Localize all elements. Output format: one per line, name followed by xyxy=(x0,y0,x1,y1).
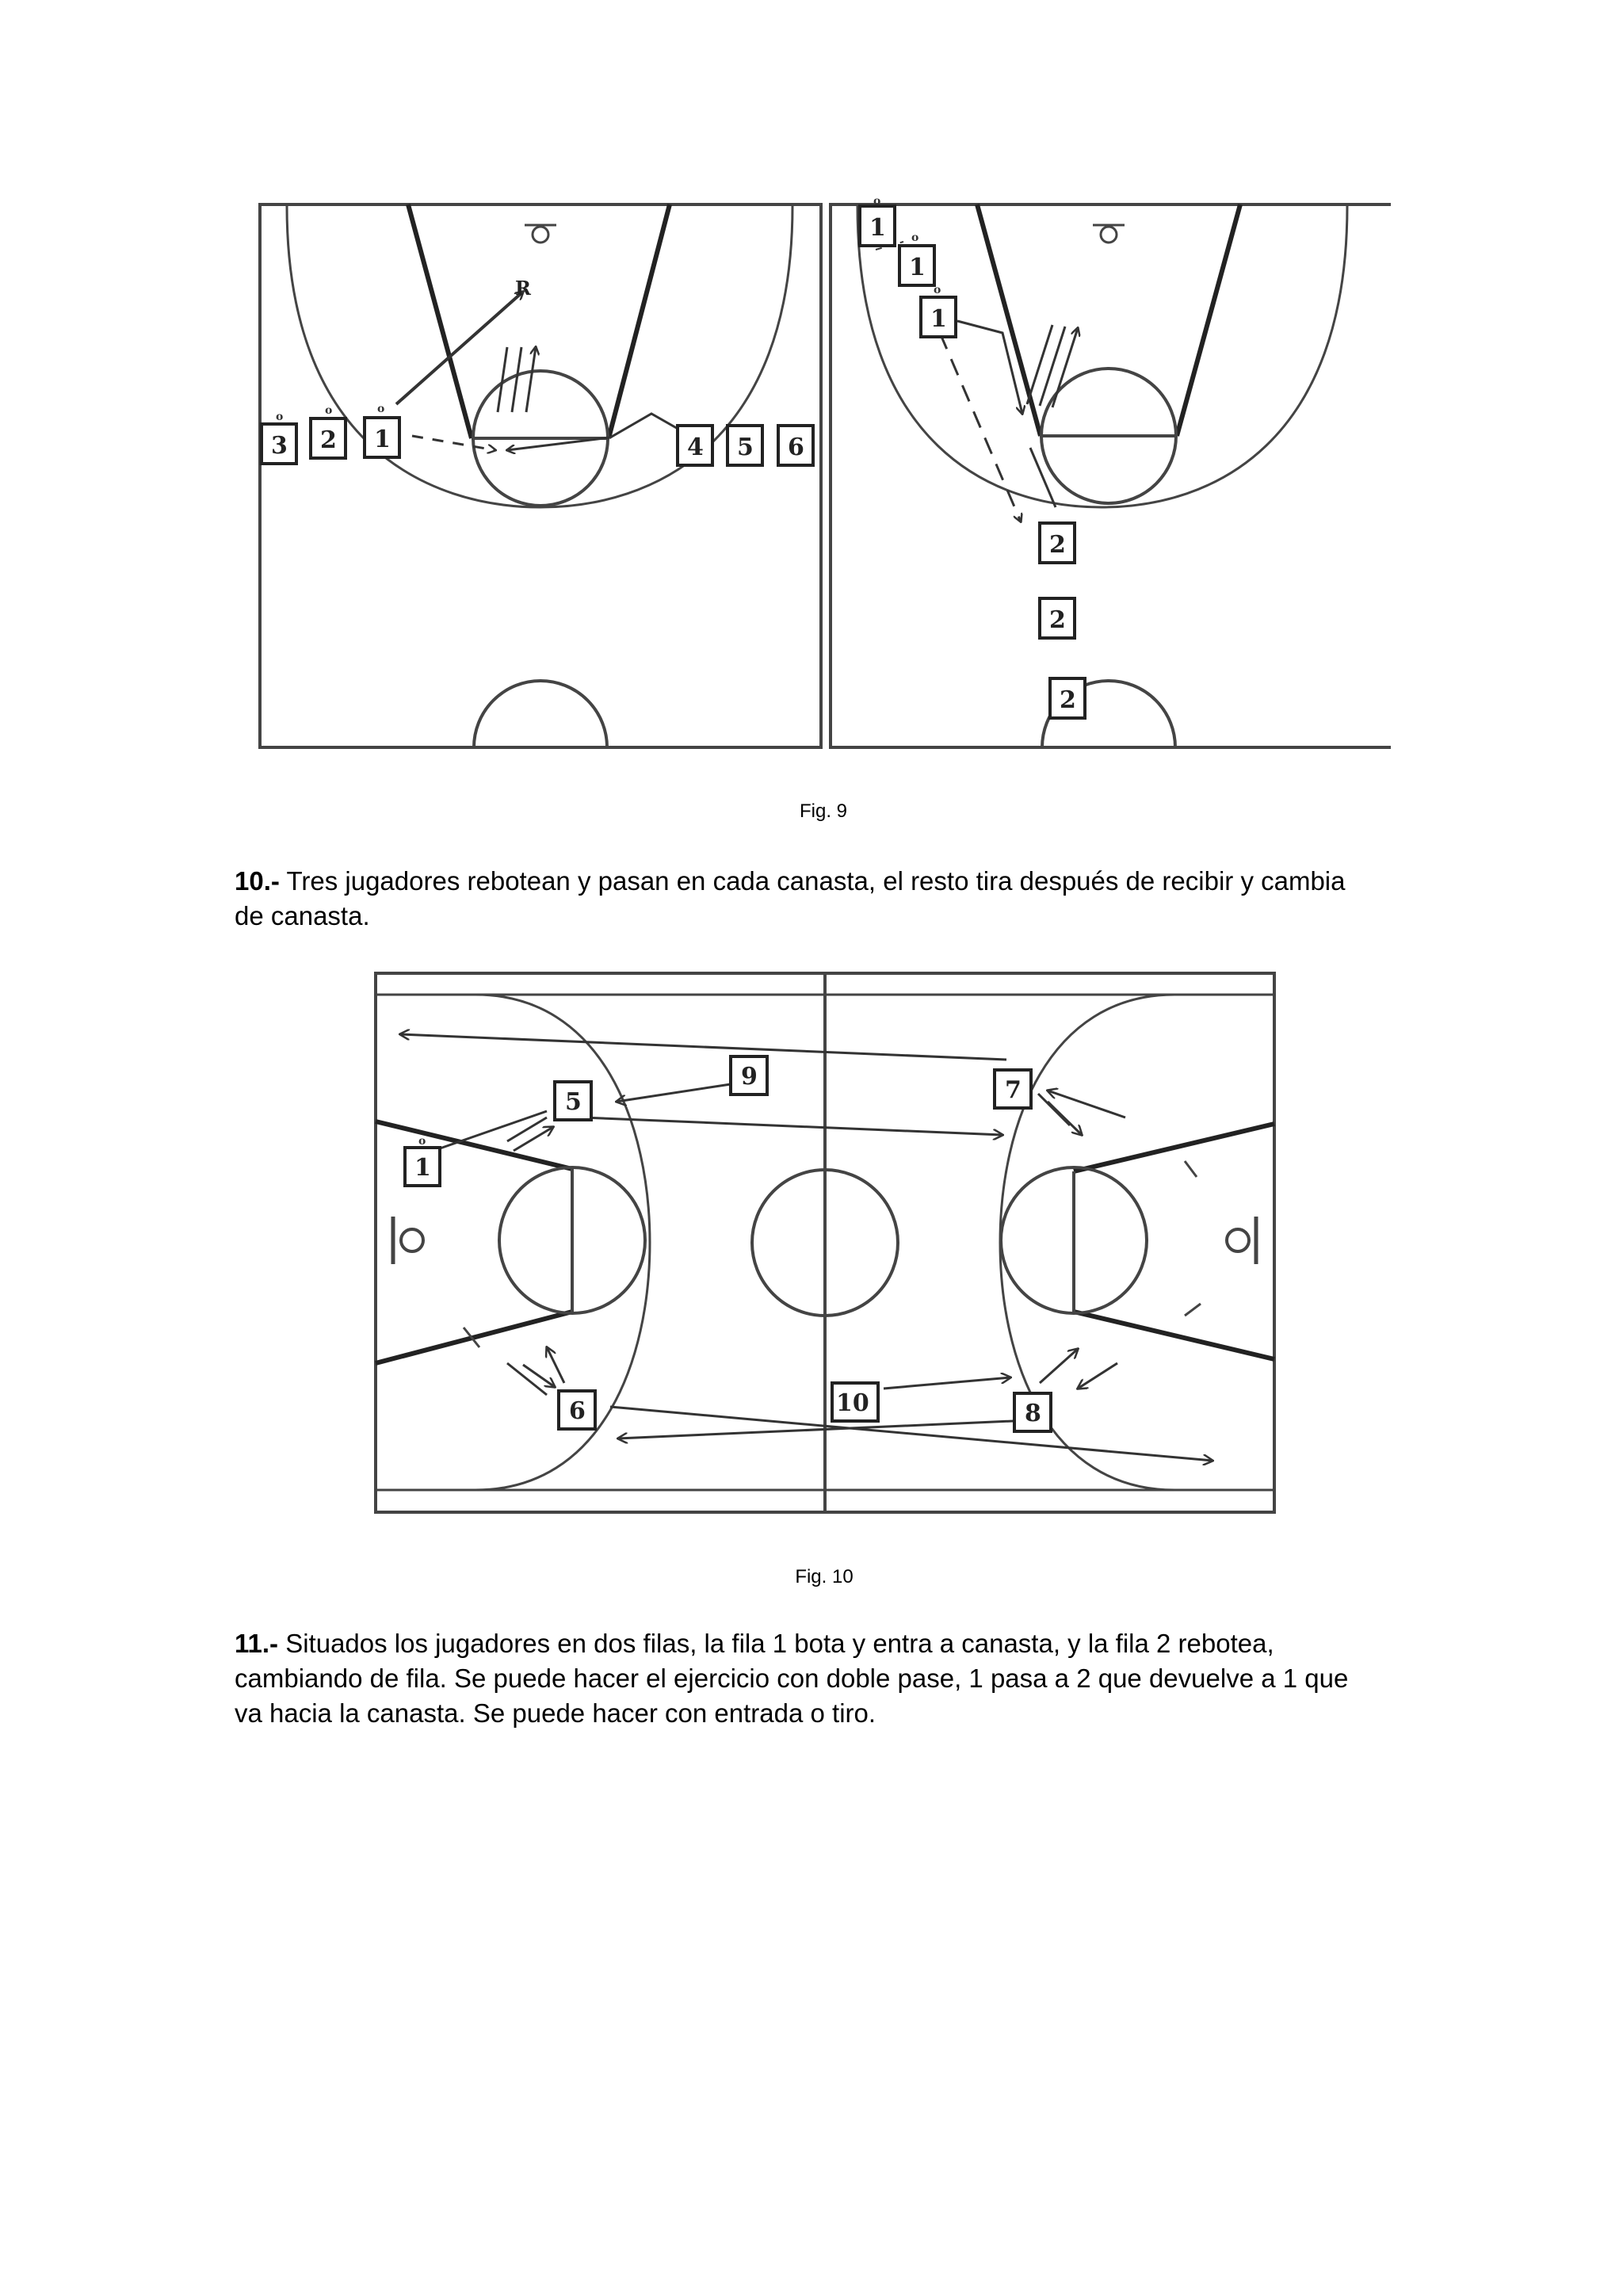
player-label: 4 xyxy=(687,434,704,461)
basket-icon xyxy=(401,1229,423,1251)
ball-marker: o xyxy=(873,198,881,208)
basket-icon xyxy=(1227,1229,1249,1251)
player-label: 7 xyxy=(1005,1076,1022,1104)
paragraph-text: Tres jugadores rebotean y pasan en cada canasta, el resto tira después de recibir y cambia de canasta. xyxy=(235,866,1346,930)
fig10-court xyxy=(376,973,1274,1512)
paragraph-number: 11.- xyxy=(235,1629,279,1658)
ball-marker: o xyxy=(418,1135,426,1148)
player-label: 2 xyxy=(320,426,337,454)
ball-marker: o xyxy=(325,404,333,417)
ball-marker: o xyxy=(934,284,941,296)
paragraph-10 xyxy=(235,864,1376,934)
player-label: 5 xyxy=(737,434,754,461)
player-label: 1 xyxy=(374,426,391,453)
fig9-right-players xyxy=(860,198,1085,718)
player-label: 2 xyxy=(1049,606,1066,634)
player-label: 3 xyxy=(271,432,288,460)
paragraph-11 xyxy=(235,1626,1376,1731)
basket-icon xyxy=(533,227,548,243)
paragraph-number: 10.- xyxy=(235,866,280,896)
player-label: 6 xyxy=(569,1397,586,1425)
ball-marker: o xyxy=(377,403,385,415)
basket-icon xyxy=(1101,227,1117,243)
fig9-left-court xyxy=(260,204,821,747)
player-label: 1 xyxy=(414,1154,431,1182)
ball-marker: o xyxy=(911,231,919,244)
player-label: 2 xyxy=(1049,531,1066,559)
fig10-diagram xyxy=(369,967,1280,1522)
player-label: 8 xyxy=(1025,1400,1041,1427)
fig10-caption: Fig. 10 xyxy=(795,1566,854,1587)
fig10-players xyxy=(405,1056,1051,1431)
player-label: 10 xyxy=(836,1389,869,1417)
player-label: 5 xyxy=(565,1088,582,1116)
ball-marker: o xyxy=(276,411,284,423)
player-label: 1 xyxy=(869,214,886,242)
player-label: 6 xyxy=(788,434,804,461)
figure-9 xyxy=(254,198,1395,753)
figure-10 xyxy=(369,967,1280,1522)
player-label: 2 xyxy=(1060,686,1076,714)
player-label: 9 xyxy=(741,1063,758,1091)
fig9-diagram xyxy=(254,198,1395,753)
rebound-label: R xyxy=(515,277,531,300)
paragraph-text: Situados los jugadores en dos filas, la fila 1 bota y entra a canasta, y la fila 2 rebotea, cambiando de fila. Se puede hacer el ejercicio con doble pase, 1 pasa a 2 que devuelve a 1 que va hacia la canasta. Se puede hacer con entrada o tiro. xyxy=(235,1629,1349,1728)
player-label: 1 xyxy=(909,254,926,281)
player-label: 1 xyxy=(930,305,947,333)
fig9-caption: Fig. 9 xyxy=(799,800,848,822)
